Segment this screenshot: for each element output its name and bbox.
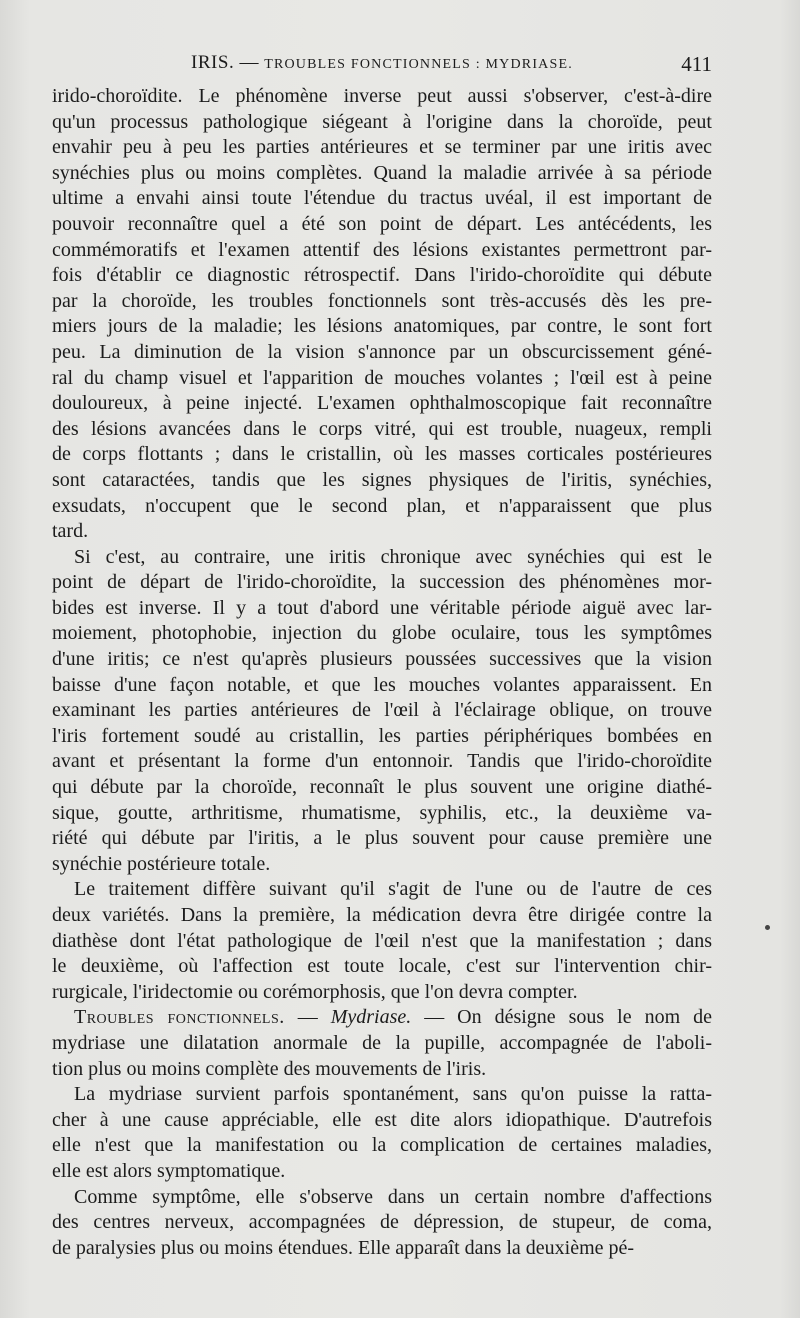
text-line: avant et présentant la forme d'un entonnoir. Tandis que l'irido-choroïdite: [52, 750, 712, 773]
text-line: riété qui débute par l'iritis, a le plus souvent pour cause première une: [52, 827, 712, 850]
line-text: — On désigne sous le nom de: [411, 1006, 712, 1029]
text-line: moiement, photophobie, injection du globe oculaire, tous les symptômes: [52, 622, 712, 645]
text-line: des lésions avancées dans le corps vitré, qui est trouble, nuageux, rempli: [52, 417, 712, 440]
text-line: synéchie postérieure totale.: [52, 852, 271, 875]
text-line: bides est inverse. Il y a tout d'abord une véritable période aiguë avec lar-: [52, 596, 712, 619]
text-line: miers jours de la maladie; les lésions anatomiques, par contre, le sont fort: [52, 315, 712, 338]
text-line: mydriase une dilatation anormale de la pupille, accompagnée de l'aboli-: [52, 1031, 712, 1054]
text-line: [52, 1005, 712, 1031]
text-line: baisse d'une façon notable, et que les mouches volantes apparaissent. En: [52, 673, 712, 696]
text-line: sique, goutte, arthritisme, rhumatisme, syphilis, etc., la deuxième va-: [52, 801, 712, 824]
text-line: elle n'est que la manifestation ou la complication de certaines maladies,: [52, 1134, 712, 1157]
text-line: d'une iritis; ce n'est qu'après plusieurs poussées successives que la vision: [52, 648, 712, 671]
running-title: [52, 52, 712, 74]
text-line: pouvoir reconnaître quel a été son point de départ. Les antécédents, les: [52, 212, 712, 235]
text-line: rurgicale, l'iridectomie ou corémorphosis, que l'on devra compter.: [52, 980, 578, 1003]
section-heading: Troubles fonctionnels.: [74, 1006, 285, 1029]
heading-separator: —: [284, 1006, 331, 1029]
text-line: par la choroïde, les troubles fonctionnels sont très-accusés dès les pre-: [52, 289, 712, 312]
text-line: cher à une cause appréciable, elle est dite alors idiopathique. D'autrefois: [52, 1108, 712, 1131]
body-text: [52, 84, 712, 1261]
running-title-sub: TROUBLES FONCTIONNELS : MYDRIASE.: [264, 57, 573, 72]
text-line: ultime a envahi ainsi toute l'étendue du tractus uvéal, il est important de: [52, 187, 712, 210]
text-line: qui débute par la choroïde, reconnaît le plus souvent une origine diathé-: [52, 776, 712, 799]
text-line: le deuxième, où l'affection est toute locale, c'est sur l'intervention chir-: [52, 955, 712, 978]
text-line: exsudats, n'occupent que le second plan, et n'apparaissent que plus: [52, 494, 712, 517]
text-line: diathèse dont l'état pathologique de l'œil n'est que la manifestation ; dans: [52, 929, 712, 952]
text-line: deux variétés. Dans la première, la médication devra être dirigée contre la: [52, 904, 712, 926]
text-line: fois d'établir ce diagnostic rétrospectif. Dans l'irido-choroïdite qui débute: [52, 264, 712, 287]
text-line: de paralysies plus ou moins étendues. Elle apparaît dans la deuxième pé-: [52, 1236, 635, 1259]
text-line: des centres nerveux, accompagnées de dépression, de stupeur, de coma,: [52, 1211, 712, 1234]
text-line: peu. La diminution de la vision s'annonce par un obscurcissement géné-: [52, 340, 712, 363]
text-line: tion plus ou moins complète des mouvements de l'iris.: [52, 1057, 487, 1080]
text-line: synéchies plus ou moins complètes. Quand la maladie arrivée à sa période: [52, 161, 712, 184]
text-line: tard.: [52, 520, 89, 543]
text-line: Si c'est, au contraire, une iritis chronique avec synéchies qui est le: [74, 545, 712, 568]
running-header: [52, 52, 712, 82]
text-line: Le traitement diffère suivant qu'il s'agit de l'une ou de l'autre de ces: [74, 878, 712, 901]
running-title-main: IRIS. —: [191, 52, 259, 73]
text-line: ral du champ visuel et l'apparition de mouches volantes ; l'œil est à peine: [52, 366, 712, 389]
text-line: douloureux, à peine injecté. L'examen ophthalmoscopique fait reconnaître: [52, 392, 712, 415]
page-number: 411: [681, 52, 712, 76]
text-line: La mydriase survient parfois spontanément, sans qu'on puisse la ratta-: [74, 1083, 712, 1106]
text-line: examinant les parties antérieures de l'œil à l'éclairage oblique, on trouve: [52, 699, 712, 722]
text-line: de corps flottants ; dans le cristallin, où les masses corticales postérieures: [52, 443, 712, 466]
margin-speck: [765, 925, 770, 930]
text-line: elle est alors symptomatique.: [52, 1159, 286, 1182]
text-line: envahir peu à peu les parties antérieures et se terminer par une iritis avec: [52, 136, 712, 159]
text-line: irido-choroïdite. Le phénomène inverse peut aussi s'observer, c'est-à-dire: [52, 85, 712, 107]
text-line: qu'un processus pathologique siégeant à l'origine dans la choroïde, peut: [52, 110, 712, 133]
text-line: point de départ de l'irido-choroïdite, la succession des phénomènes mor-: [52, 571, 712, 594]
text-line: l'iris fortement soudé au cristallin, les parties périphériques bombées en: [52, 724, 712, 747]
text-line: Comme symptôme, elle s'observe dans un certain nombre d'affections: [74, 1185, 712, 1208]
text-line: sont cataractées, tandis que les signes physiques de l'iritis, synéchies,: [52, 468, 712, 491]
text-line: commémoratifs et l'examen attentif des lésions existantes permettront par-: [52, 238, 712, 261]
section-subheading: Mydriase.: [330, 1006, 412, 1029]
